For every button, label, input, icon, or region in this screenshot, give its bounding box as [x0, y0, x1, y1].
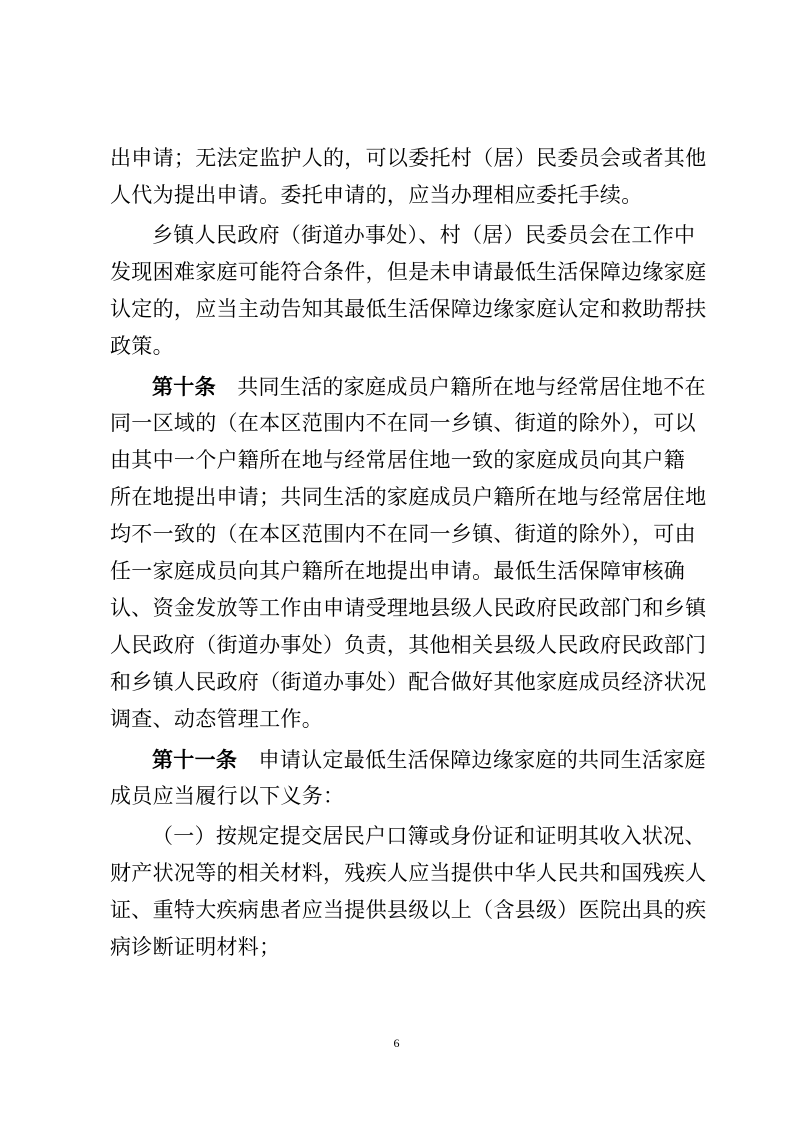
paragraph-proactive-notice	[110, 217, 707, 365]
text-line: 和乡镇人民政府（街道办事处）配合做好其他家庭成员经济状况	[110, 670, 707, 694]
text-line: 政策。	[110, 334, 174, 358]
text-line	[110, 741, 706, 778]
text-line: 发现困难家庭可能符合条件，但是未申请最低生活保障边缘家庭	[110, 260, 707, 284]
text-line: 证、重特大疾病患者应当提供县级以上（含县级）医院出具的疾	[110, 898, 707, 922]
article-label: 第十一条	[152, 747, 238, 772]
text-line: 调查、动态管理工作。	[110, 707, 323, 731]
text-line: 出申请；无法定监护人的，可以委托村（居）民委员会或者其他	[110, 146, 707, 170]
text-line: 人民政府（街道办事处）负责，其他相关县级人民政府民政部门	[110, 633, 707, 657]
text-line: 由其中一个户籍所在地与经常居住地一致的家庭成员向其户籍	[110, 448, 686, 472]
text-line	[110, 368, 706, 405]
text-line: 任一家庭成员向其户籍所在地提出申请。最低生活保障审核确	[110, 559, 686, 583]
text-line: （一）按规定提交居民户口簿或身份证和证明其收入状况、	[152, 824, 706, 848]
text-line: 均不一致的（在本区范围内不在同一乡镇、街道的除外），可由	[110, 522, 696, 546]
paragraph-continuation	[110, 140, 707, 214]
text-line: 所在地提出申请；共同生活的家庭成员户籍所在地与经常居住地	[110, 485, 707, 509]
text-line: 认定的，应当主动告知其最低生活保障边缘家庭认定和救助帮扶	[110, 297, 707, 321]
text-line: 乡镇人民政府（街道办事处）、村（居）民委员会在工作中	[152, 223, 696, 247]
text-line: 认、资金发放等工作由申请受理地县级人民政府民政部门和乡镇	[110, 596, 707, 620]
article-11	[110, 741, 706, 815]
article-label: 第十条	[152, 374, 216, 399]
obligation-item-1	[110, 818, 707, 966]
text-line: 成员应当履行以下义务：	[110, 784, 345, 808]
text-line: 财产状况等的相关材料，残疾人应当提供中华人民共和国残疾人	[110, 861, 707, 885]
text-line: 同一区域的（在本区范围内不在同一乡镇、街道的除外），可以	[110, 411, 696, 435]
page-number: 6	[393, 1036, 400, 1050]
article-text: 共同生活的家庭成员户籍所在地与经常居住地不在	[237, 375, 706, 399]
document-body	[110, 140, 707, 966]
article-text: 申请认定最低生活保障边缘家庭的共同生活家庭	[258, 748, 706, 772]
article-10	[110, 368, 707, 738]
text-line: 病诊断证明材料；	[110, 935, 281, 959]
text-line: 人代为提出申请。委托申请的，应当办理相应委托手续。	[110, 183, 643, 207]
